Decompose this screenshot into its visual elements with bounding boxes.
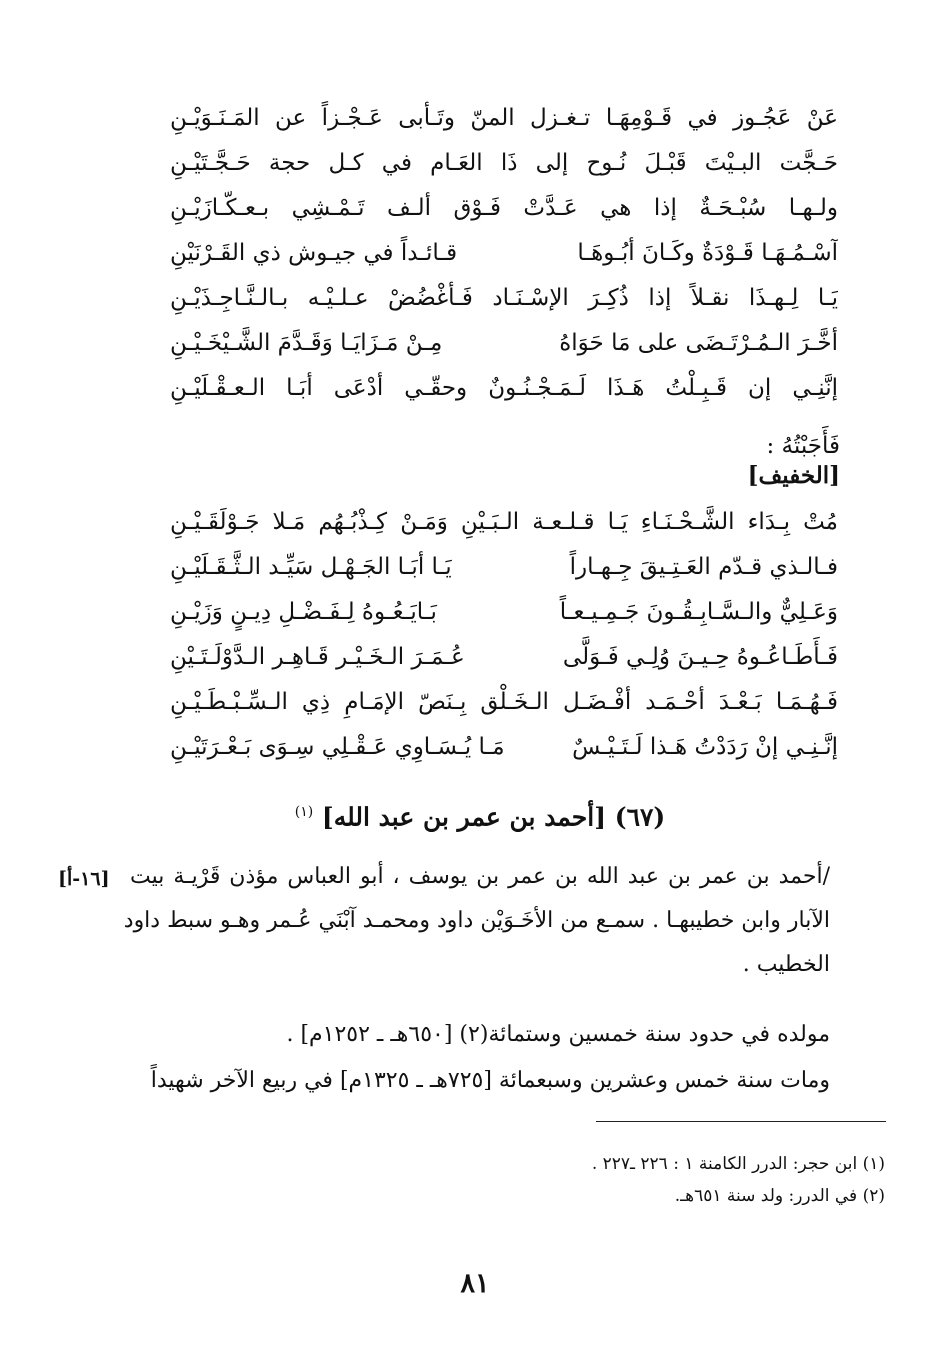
bio-line: الخطيب . [742,952,830,977]
verse-second-hemistich: مَـا يُـسَـاوِي عَـقْـلِي سِـوَى بَـعْـرَتَيْـنِ [170,734,505,760]
page-number: ٨١ [460,1268,490,1299]
entry-heading-text: (٦٧) [أحمد بن عمر بن عبد الله] [321,802,666,832]
verse-line [170,366,838,411]
verse-line [170,186,838,231]
verse-line [170,96,838,141]
verse-second-hemistich: مِـنْ مَـزَايَـا وَقَـدَّمَ الشَّـيْخَـيْـنِ [170,330,443,356]
verse-line [170,276,838,321]
verse-line [170,545,838,590]
poem-bottom [170,500,838,770]
verse-first-hemistich: يَـا لِـهـذَا نقـلاً إذا ذُكِـرَ الإسْـنَـاد فَـأغْضُضْ عـلـيْـه بـالـنَّـاجِـذَيْـنِ [170,285,838,311]
birth-date-line: مولده في حدود سنة خمسين وستمائة(٢) [٦٥٠هـ ـ ١٢٥٢م] . [286,1022,830,1047]
footnote-marker: (١) [294,804,314,820]
verse-first-hemistich: ولـهـا سُبْـحَـةٌ إذا هي عَـدَّتْ فَـوْق ألـف تَـمْـشِي بـعـكّـازَيْـنِ [170,195,838,221]
verse-line [170,141,838,186]
footnote-2: (٢) في الدرر: ولد سنة ٦٥١هـ. [674,1186,885,1206]
verse-line [170,231,838,276]
verse-first-hemistich: فَـهُـمَـا بَـعْـدَ أحْـمَـد أفْـضَـل الـخَـلْق بِـنَصّ الإمَـامِ ذِي الـسِّـبْـطَـيْـنِ [170,689,838,715]
verse-first-hemistich: إنَّـنِـي إنْ رَدَدْتُ هَـذا لَـتَـيْـسٌ [572,734,838,760]
verse-line [170,321,838,366]
verse-first-hemistich: إنَّنِـي إن قَـبِـلْتُ هَـذَا لَـمَـجْـنُـونٌ وحقّـي أدْعَى أبَـا الـعـقْـلَيْـنِ [170,375,838,401]
verse-second-hemistich: قـائـداً في جيـوش ذي القَـرْنَيْنِ [170,240,458,266]
verse-first-hemistich: فَـأَطَـاعُـوهُ حِـيـنَ وُلِـي فَـوَلَّى [562,644,838,670]
verse-line [170,635,838,680]
reply-intro: فَأَجَبْتُهُ : [766,433,840,459]
verse-line [170,680,838,725]
verse-second-hemistich: يَـا أبَـا الجَـهْـل سَيِّـد الـثَّـقَـلَيْـنِ [170,554,452,580]
verse-line [170,500,838,545]
verse-line [170,590,838,635]
verse-first-hemistich: آسْـمُـهَـا قَـوْدَةٌ وكَـانَ أبُـوهَـا [577,240,838,266]
death-date-line: ومات سنة خمس وعشرين وسبعمائة [٧٢٥هـ ـ ١٣٢٥م] في ربيع الآخر شهيداً [150,1068,830,1093]
verse-first-hemistich: وَعَـلِيٌّ والـسَّـابِـقُـونَ جَـمِـيـعـاً [559,599,838,625]
footnote-1: (١) ابن حجر: الدرر الكامنة ١ : ٢٢٦ ـ٢٢٧ . [591,1154,885,1174]
poem-top [170,96,838,411]
verse-first-hemistich: فـالـذي قـدّم العَـتِـيقَ جِـهـاراً [569,554,838,580]
bio-line: الآبار وابن خطيبهـا . سمـع من الأخَـوَيْن داود ومحمـد آبْنَي عُـمر وهـو سبط داود [123,908,830,933]
verse-line [170,725,838,770]
entry-heading [230,790,730,839]
birth-death-dates [130,1012,830,1104]
biography-paragraph [123,855,830,987]
verse-second-hemistich: بَـايَـعُـوهُ لِـفَـضْـلِ دِيـنٍ وَزَيْـنِ [170,599,437,625]
verse-first-hemistich: حَـجَّت البـيْتَ قَبْـلَ نُـوح إلى ذَا العَـام في كـل حجة حَـجَّـتَيْـنِ [170,150,838,176]
verse-first-hemistich: مُتْ بِـدَاء الشَّـحْـنَـاءِ يَـا قـلـعـة الـبَـيْنِ وَمَـنْ كِـذْبُـهُم مَـلا جَـوْلَقَـيْـنِ [170,509,838,535]
verse-first-hemistich: عَنْ عَجُـوز في قَـوْمِهَـا تـغـزل المنّ وتَـأبى عَـجْـزاً عن المَـنَـوَيْـنِ [170,105,838,131]
manuscript-folio-ref: [١٦-أ] [58,868,110,890]
footnotes [480,1148,885,1212]
bio-line: /أحمد بن عمر بن عبد الله بن عمر بن يوسف ، أبو العباس مؤذن قَرْيـة بيت [130,864,830,889]
poetic-meter-label: [الخفيف] [747,462,840,489]
verse-first-hemistich: أخَّـرَ الـمُـرْتَـضَى على مَا حَوَاهُ [559,330,838,356]
verse-second-hemistich: عُـمَـرَ الـخَـيْـر قَـاهِـر الـدَّوْلَـتَـيْنِ [170,644,465,670]
footnote-divider [596,1121,886,1122]
